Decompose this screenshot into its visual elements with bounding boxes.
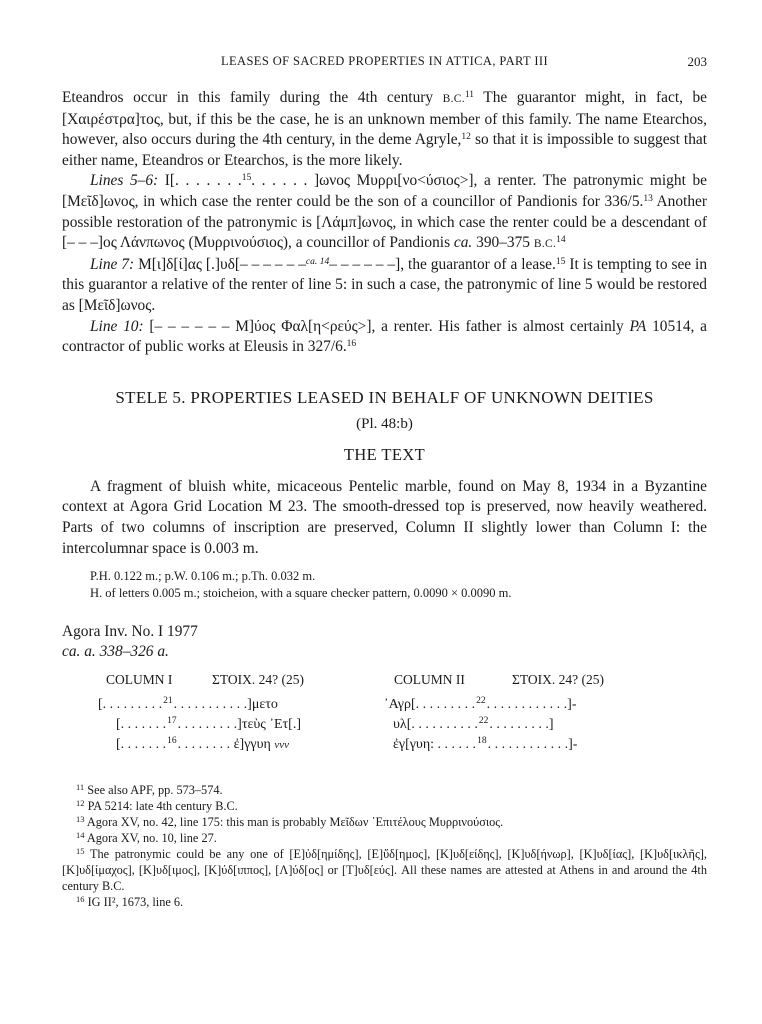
footnote-text: Agora XV, no. 42, line 175: this man is probably Μεῖδων ᾿Επιτέλους Μυρρινούσιος.: [86, 815, 504, 830]
measurements-line: H. of letters 0.005 m.; stoicheion, with a square checker pattern, 0.0090 × 0.0090 m.: [90, 586, 512, 601]
text-run: 390–375: [472, 234, 534, 252]
section-heading: STELE 5. PROPERTIES LEASED IN BEHALF OF UNKNOWN DEITIES: [115, 387, 654, 407]
vacat-mark: vvv: [274, 739, 289, 752]
text-run: I[. . . . . . .: [158, 172, 242, 190]
text-run: Another possible restoration of the patronymic is [Λάμπ]ωνος, in which case the renter could be a descendant of [– – –]ος Λάνπωνος (Μυρρινούσιος), a councillor of Pandionis: [62, 192, 707, 252]
text-run: The guarantor might, in fact, be [Χαιρέστρα]τος, but, if this be the case, he is an unknown member of this family. The name Etearchos, however, also occurs during the 4th century, in the deme Agryle,: [62, 89, 707, 149]
page-number: 203: [687, 54, 707, 69]
text-run: [. . . . . . .: [116, 737, 167, 753]
letter-count: 15: [241, 173, 252, 184]
column-2-stoich: ΣΤΟΙΧ. 24? (25): [512, 672, 604, 688]
commentary-paragraph: [62, 317, 707, 358]
inscription-date: ca. a. 338–326 a.: [62, 643, 169, 661]
line-label: Line 10:: [90, 317, 144, 335]
footnote-ref: 16: [346, 339, 357, 350]
footnote-number: 11: [76, 782, 85, 793]
footnote-number: 16: [76, 894, 85, 905]
footnote-number: 15: [76, 846, 85, 857]
text-run: . . . . . . ]ωνος Μυρρι[νο<ύσιος>], a renter. The patronymic might be [Μεῖδ]ωνος, in which case the renter could be the son of a councillor of Pandionis for 336/5.: [62, 172, 707, 210]
commentary-paragraph: [62, 255, 707, 317]
line-label: Line 7:: [90, 255, 135, 273]
text-run: [. . . . . . . . .: [98, 697, 163, 713]
text-run: ᾿Αγρ[. . . . . . . . .: [384, 697, 476, 713]
footnote-text: Agora XV, no. 10, line 27.: [86, 831, 217, 846]
column-2-line-2: [393, 716, 554, 733]
fragment-description: A fragment of bluish white, micaceous Pentelic marble, found on May 8, 1934 in a Byzantine context at Agora Grid Location M 23. The smooth-dressed top is preserved, now heavily weathered. Parts of two columns of inscription are preserved, Column II slightly lower than Column I: the intercolumnar space is 0.003 m.: [62, 477, 707, 557]
footnote-ref: 14: [556, 235, 566, 246]
text-run: It is tempting to see in this guarantor a relative of the renter of line 5: in such a case, the patronymic of line 5 would be restored as [Μεῖδ]ωνος.: [62, 255, 708, 314]
text-run: [. . . . . . .: [116, 717, 167, 733]
letter-count: 21: [163, 696, 173, 707]
footnote-text: See also APF, pp. 573–574.: [87, 783, 223, 798]
column-1-line-3: [116, 736, 289, 753]
running-title: LEASES OF SACRED PROPERTIES IN ATTICA, PART III: [220, 54, 549, 68]
text-run: ἐγ[γυη: . . . . . .: [393, 737, 477, 753]
reference-abbrev: PA: [629, 317, 647, 335]
column-2-line-1: [384, 696, 576, 713]
measurements: [90, 568, 707, 602]
footnote-ref: 12: [461, 132, 471, 143]
text-run: . . . . . . . . . . .]μετο: [173, 697, 278, 713]
measurements-line: P.H. 0.122 m.; p.W. 0.106 m.; p.Th. 0.032 m.: [90, 569, 316, 584]
inscription-columns: [62, 672, 707, 756]
footnote-text: The patronymic could be any one of [Ε]ὐδ[ημίδης], [Ε]ὔδ[ημος], [Κ]υδ[είδης], [Κ]υδ[ήνωρ], [Κ]υδ[ίας], [Κ]υδ[ικλῆς], [Κ]υδ[ίμαχος], [Κ]υδ[ιμος], [Κ]ύδ[ιππος], [Λ]ύδ[ος] or [Τ]υδ[εύς]. All these names are attested at Athens in and around the 4th century B.C.: [62, 847, 707, 894]
footnote: [62, 830, 707, 846]
letter-count: 17: [167, 716, 177, 727]
footnote-ref: 13: [643, 193, 653, 204]
column-1-heading: COLUMN I: [106, 672, 173, 688]
column-1-line-1: [98, 696, 278, 713]
column-2-line-3: [393, 736, 577, 753]
text-run: 10514, a contractor of public works at Eleusis in 327/6.: [62, 317, 707, 356]
subsection-heading: THE TEXT: [343, 444, 426, 464]
inventory-number: Agora Inv. No. I 1977: [62, 623, 198, 641]
footnote-text: PA 5214: late 4th century B.C.: [87, 799, 238, 814]
text-run: – – – – – –], the guarantor of a lease.: [329, 255, 556, 273]
running-head: [62, 52, 707, 74]
text-run: . . . . . . . . .]: [489, 717, 554, 733]
footnote-number: 12: [76, 798, 85, 809]
letter-count: 22: [476, 696, 486, 707]
footnote-ref: 11: [464, 90, 475, 100]
commentary: [62, 88, 707, 358]
column-1-line-2: [116, 716, 301, 733]
footnote-number: 13: [76, 814, 85, 825]
text-run: . . . . . . . . . . . .]-: [486, 697, 577, 713]
circa-abbrev: ca.: [453, 234, 473, 252]
commentary-paragraph: [62, 88, 707, 171]
footnote-text: IG II², 1673, line 6.: [87, 895, 184, 910]
plate-reference: (Pl. 48:b): [356, 415, 413, 432]
footnote-number: 14: [76, 830, 85, 841]
text-run: . . . . . . . . ἐ]γγυη: [177, 737, 271, 753]
letter-count: ca. 14: [305, 256, 330, 267]
text-run: υλ[. . . . . . . . . .: [393, 717, 478, 733]
footnotes: [62, 782, 707, 910]
footnote: [62, 814, 707, 830]
inventory-block: [62, 622, 707, 662]
era-abbrev: B.C.: [533, 238, 557, 251]
footnote-ref: 15: [555, 256, 566, 267]
column-1-stoich: ΣΤΟΙΧ. 24? (25): [212, 672, 304, 688]
line-label: Lines 5–6:: [90, 172, 159, 190]
text-run: . . . . . . . . .]τεὺς ᾿Ετ[.]: [177, 717, 301, 733]
footnote: [62, 894, 707, 910]
text-run: Μ[ι]δ[ί]ας [.]υδ[– – – – – –: [134, 255, 306, 273]
footnote: [62, 782, 707, 798]
letter-count: 22: [478, 716, 489, 727]
text-run: Eteandros occur in this family during the 4th century: [62, 89, 443, 106]
era-abbrev: B.C.: [442, 93, 465, 105]
column-2-heading: COLUMN II: [394, 672, 465, 688]
letter-count: 18: [477, 736, 487, 747]
text-run: [– – – – – – Μ]ύος Φαλ[η<ρεύς>], a renter. His father is almost certainly: [143, 317, 630, 335]
commentary-paragraph: [62, 171, 707, 254]
letter-count: 16: [167, 736, 177, 747]
page: [62, 52, 707, 910]
text-run: so that it is impossible to suggest that either name, Eteandros or Etearchos, is the more likely.: [62, 131, 707, 169]
footnote: [62, 798, 707, 814]
text-run: . . . . . . . . . . . .]-: [487, 737, 578, 753]
footnote: [62, 846, 707, 894]
